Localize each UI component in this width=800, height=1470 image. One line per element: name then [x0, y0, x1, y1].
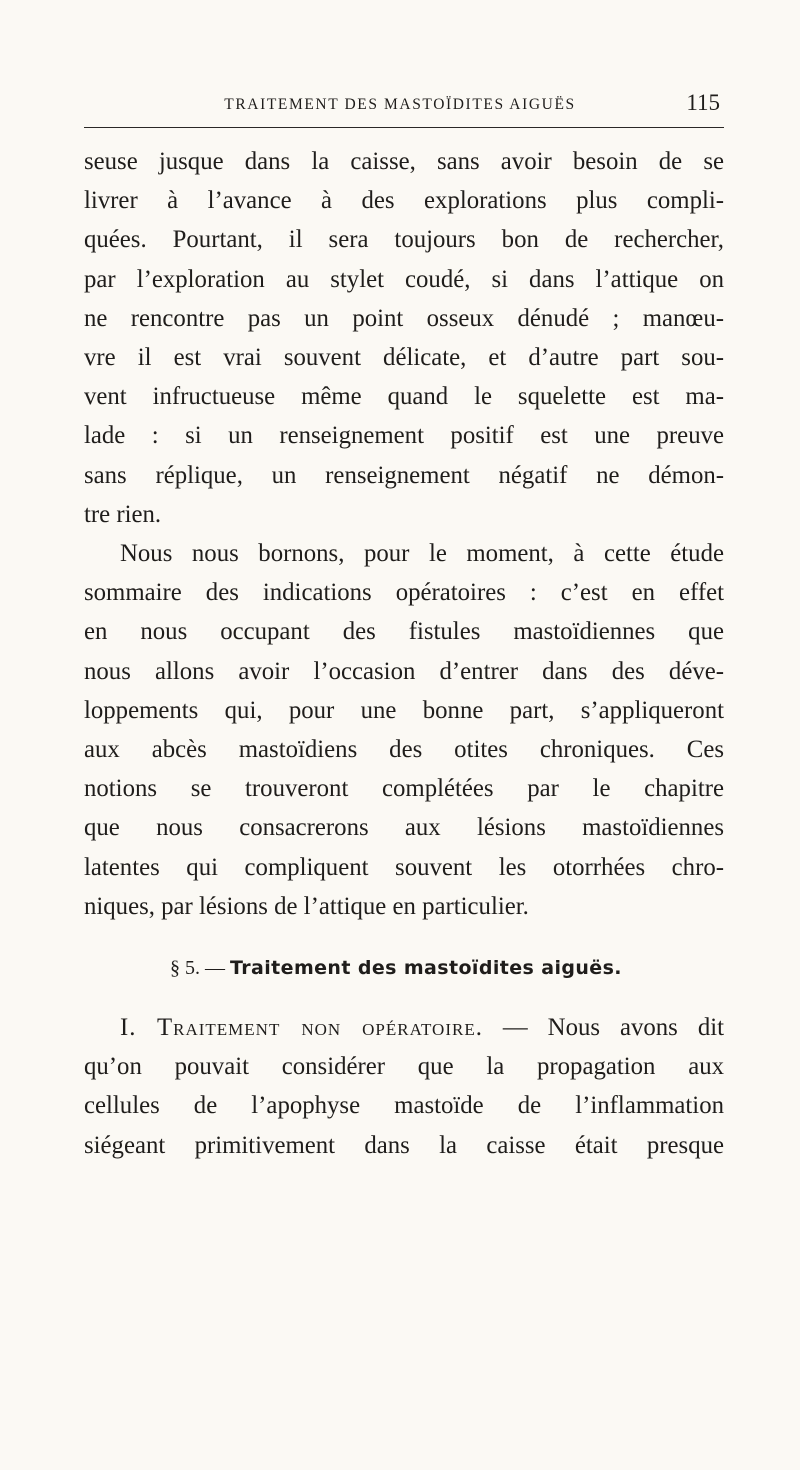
text-line: qu’on pouvait considérer que la propagation aux	[84, 1053, 724, 1081]
text-line: siégeant primitivement dans la caisse était presque	[84, 1131, 724, 1159]
running-head: TRAITEMENT DES MASTOÏDITES AIGUËS	[224, 96, 576, 113]
text-line: aux abcès mastoïdiens des otites chroniques. Ces	[84, 736, 724, 764]
text-line: sans réplique, un renseignement négatif ne démon-	[84, 461, 724, 489]
body-text	[84, 142, 724, 1165]
text-line: Nous nous bornons, pour le moment, à cette étude	[120, 540, 724, 568]
text-line: seuse jusque dans la caisse, sans avoir besoin de se	[84, 148, 724, 175]
section-number: § 5. —	[170, 957, 225, 980]
header-rule	[84, 127, 724, 128]
subsection-label: I. Traitement non opératoire.	[120, 1014, 483, 1042]
text-line: par l’exploration au stylet coudé, si dans l’attique on	[84, 265, 724, 293]
text-line: livrer à l’avance à des explorations plus compli-	[84, 187, 724, 215]
text-line: en nous occupant des fistules mastoïdiennes que	[84, 618, 724, 646]
text-line: nous allons avoir l’occasion d’entrer dans des déve-	[84, 657, 724, 685]
section-heading	[84, 948, 724, 988]
text-line: niques, par lésions de l’attique en particulier.	[84, 892, 529, 920]
page-header	[84, 92, 724, 122]
section-title: Traitement des mastoïdites aiguës.	[230, 957, 622, 980]
text-line: vre il est vrai souvent délicate, et d’autre part sou-	[84, 344, 724, 372]
text-line: notions se trouveront complétées par le chapitre	[84, 775, 724, 803]
text-line: sommaire des indications opératoires : c’est en effet	[84, 579, 724, 607]
text-line: loppements qui, pour une bonne part, s’appliqueront	[84, 696, 724, 724]
text-line: cellules de l’apophyse mastoïde de l’inflammation	[84, 1092, 724, 1120]
lead-text: — Nous avons dit	[482, 1014, 724, 1042]
paragraph-2	[84, 534, 724, 926]
text-line: tre rien.	[84, 500, 162, 528]
text-line: latentes qui compliquent souvent les otorrhées chro-	[84, 853, 724, 881]
text-line: vent infructueuse même quand le squelette est ma-	[84, 383, 724, 411]
text-line: que nous consacrerons aux lésions mastoïdiennes	[84, 814, 724, 842]
paragraph-1	[84, 142, 724, 534]
paragraph-3	[84, 1008, 724, 1165]
page-number: 115	[686, 90, 720, 115]
text-line-lead	[84, 1008, 724, 1047]
text-line: lade : si un renseignement positif est une preuve	[84, 422, 724, 450]
text-line: quées. Pourtant, il sera toujours bon de rechercher,	[84, 226, 724, 254]
text-line: ne rencontre pas un point osseux dénudé ; manœu-	[84, 304, 724, 332]
